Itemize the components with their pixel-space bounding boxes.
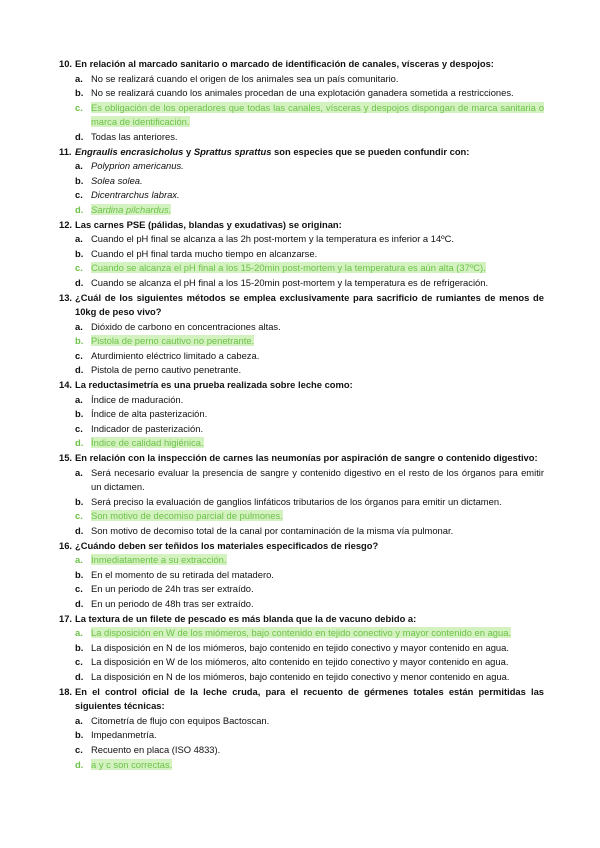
answer-text: Pistola de perno cautivo penetrante. (91, 364, 242, 376)
answer-option-a (75, 320, 544, 335)
correct-answer-text: Sardina pilchardus. (91, 203, 172, 215)
option-text (91, 393, 544, 408)
correct-answer-text: Son motivo de decomiso parcial de pulmones. (91, 510, 283, 522)
option-letter: b. (75, 729, 84, 741)
answer-option-a (75, 714, 544, 729)
answer-text: Índice de maduración. (91, 393, 184, 405)
option-text (91, 232, 544, 247)
answer-option-d (75, 130, 544, 145)
question-number: 12. (59, 218, 73, 230)
question-number: 14. (59, 379, 73, 391)
option-letter: a. (75, 627, 83, 639)
answer-option-b (75, 568, 544, 583)
answer-option-b (75, 86, 544, 101)
option-text (91, 276, 544, 291)
answer-text: En el momento de su retirada del matadero. (91, 568, 274, 580)
answer-option-b (75, 407, 544, 422)
option-text (91, 261, 544, 276)
answer-option-a (75, 159, 544, 174)
question-number: 17. (59, 612, 73, 624)
answer-option-a (75, 626, 544, 641)
option-text (91, 203, 544, 218)
answer-text: Recuento en placa (ISO 4833). (91, 743, 221, 755)
option-text (91, 159, 544, 174)
answer-text: Impedanmetría. (91, 729, 157, 741)
answer-option-c (75, 422, 544, 437)
question-number: 11. (59, 145, 72, 157)
question-number: 13. (59, 291, 73, 303)
option-text (91, 334, 544, 349)
option-text (91, 582, 544, 597)
answer-text: Son motivo de decomiso total de la canal por contaminación de la misma vía pulmonar. (91, 525, 454, 536)
answer-text: Dióxido de carbono en concentraciones altas. (91, 320, 281, 332)
option-letter: d. (75, 597, 84, 609)
option-letter: d. (75, 203, 84, 215)
question-text-part: La textura de un filete de pescado es más blanda que la de vacuno debido a: (75, 612, 417, 624)
question-text (75, 685, 544, 714)
species-name: Engraulis encrasicholus (75, 145, 184, 157)
question-text-part: En relación al marcado sanitario o marcado de identificación de canales, vísceras y despojos: (75, 58, 494, 69)
answer-option-b (75, 495, 544, 510)
option-letter: b. (75, 568, 84, 580)
answer-text: Aturdimiento eléctrico limitado a cabeza. (91, 349, 260, 361)
option-letter: c. (75, 656, 83, 668)
question-number: 16. (59, 539, 73, 551)
option-text (91, 553, 544, 568)
answer-option-d (75, 670, 544, 685)
question-text (75, 291, 544, 320)
option-letter: a. (75, 554, 83, 566)
question-16 (59, 539, 544, 554)
option-letter: d. (75, 130, 84, 142)
option-text (91, 466, 544, 495)
answer-text: La disposición en W de los miómeros, alto contenido en tejido conectivo y mayor contenido en agua. (91, 656, 509, 668)
question-number: 18. (59, 685, 73, 697)
option-text (91, 349, 544, 364)
option-text (91, 728, 544, 743)
answer-option-d (75, 597, 544, 612)
correct-answer-text: a y c son correctas. (91, 758, 173, 770)
answer-text: Cuando el pH final se alcanza a las 2h post-mortem y la temperatura es inferior a 14ºC. (91, 233, 454, 245)
answer-option-b (75, 728, 544, 743)
option-letter: d. (75, 758, 84, 770)
answer-option-c (75, 582, 544, 597)
answer-text: En un periodo de 48h tras ser extraído. (91, 597, 254, 609)
answer-option-a (75, 232, 544, 247)
answer-option-b (75, 334, 544, 349)
option-text (91, 626, 544, 641)
question-11 (59, 145, 544, 160)
correct-answer-text: Es obligación de los operadores que todas las canales, vísceras y despojos dispongan de marca sanitaria o marca de identificación. (91, 101, 544, 128)
question-10 (59, 57, 544, 72)
answer-text: Todas las anteriores. (91, 130, 178, 142)
answer-text: Dicentrarchus labrax. (91, 189, 180, 201)
option-letter: b. (75, 408, 84, 420)
option-letter: d. (75, 525, 84, 536)
option-text (91, 72, 544, 87)
question-text-part: La reductasimetría es una prueba realizada sobre leche como: (75, 379, 353, 391)
option-letter: c. (75, 583, 83, 595)
question-text-part: ¿Cuál de los siguientes métodos se emplea exclusivamente para sacrificio de rumiantes de menos de 10kg de peso vivo? (75, 291, 544, 318)
option-text (91, 188, 544, 203)
answer-text: Cuando se alcanza el pH final a los 15-20min post-mortem y la temperatura es de refrigeración. (91, 276, 489, 288)
option-letter: a. (75, 320, 83, 332)
option-text (91, 495, 544, 510)
correct-answer-text: Índice de calidad higiénica. (91, 437, 204, 449)
answer-option-c (75, 261, 544, 276)
option-letter: a. (75, 714, 83, 726)
option-letter: d. (75, 670, 84, 682)
answer-option-b (75, 174, 544, 189)
answer-text: En un periodo de 24h tras ser extraído. (91, 583, 254, 595)
option-letter: c. (75, 743, 83, 755)
answer-text: Indicador de pasterización. (91, 422, 204, 434)
option-text (91, 655, 544, 670)
answer-option-d (75, 436, 544, 451)
correct-answer-text: La disposición en W de los miómeros, bajo contenido en tejido conectivo y mayor contenido en agua. (91, 627, 512, 639)
option-text (91, 130, 544, 145)
option-letter: b. (75, 495, 84, 507)
option-letter: b. (75, 247, 84, 259)
option-text (91, 86, 544, 101)
option-letter: b. (75, 174, 84, 186)
option-letter: c. (75, 510, 83, 522)
option-letter: d. (75, 364, 84, 376)
option-text (91, 524, 544, 539)
question-text-part: y (183, 145, 194, 157)
answer-text: No se realizará cuando el origen de los animales sea un país comunitario. (91, 72, 399, 84)
answer-text: Cuando el pH final tarda mucho tiempo en alcanzarse. (91, 247, 318, 259)
answer-option-b (75, 247, 544, 262)
answer-text: Será preciso la evaluación de ganglios linfáticos tributarios de los órganos para emitir un dictamen. (91, 495, 502, 507)
answer-option-c (75, 743, 544, 758)
option-text (91, 363, 544, 378)
answer-option-b (75, 641, 544, 656)
question-text (75, 57, 544, 72)
option-letter: c. (75, 349, 83, 361)
answer-text: La disposición en N de los miómeros, bajo contenido en tejido conectivo y menor contenido en agua. (91, 670, 510, 682)
question-text-part: En el control oficial de la leche cruda, para el recuento de gérmenes totales están permitidas las siguientes técnicas: (75, 685, 544, 712)
option-text (91, 743, 544, 758)
option-letter: b. (75, 641, 84, 653)
answer-text: Será necesario evaluar la presencia de sangre y contenido digestivo en el resto de los órganos para emitir un dictamen. (91, 466, 544, 493)
correct-answer-text: Pistola de perno cautivo no penetrante. (91, 335, 255, 347)
answer-option-a (75, 466, 544, 495)
answer-option-a (75, 393, 544, 408)
question-text (75, 145, 544, 160)
question-number: 10. (59, 58, 73, 69)
option-letter: b. (75, 87, 84, 99)
correct-answer-text: Cuando se alcanza el pH final a los 15-20min post-mortem y la temperatura es aún alta (37ºC). (91, 262, 486, 274)
question-text (75, 612, 544, 627)
answer-option-d (75, 524, 544, 539)
question-17 (59, 612, 544, 627)
option-text (91, 670, 544, 685)
option-text (91, 568, 544, 583)
option-text (91, 407, 544, 422)
answer-text: Solea solea. (91, 174, 143, 186)
question-12 (59, 218, 544, 233)
option-text (91, 597, 544, 612)
option-letter: c. (75, 262, 83, 274)
question-text-part: ¿Cuándo deben ser teñidos los materiales especificados de riesgo? (75, 539, 379, 551)
option-letter: c. (75, 189, 83, 201)
answer-option-c (75, 188, 544, 203)
option-letter: d. (75, 437, 84, 449)
option-letter: d. (75, 276, 84, 288)
answer-option-c (75, 655, 544, 670)
answer-text: Citometría de flujo con equipos Bactoscan. (91, 714, 270, 726)
answer-text: No se realizará cuando los animales procedan de una explotación ganadera sometida a restricciones. (91, 87, 514, 99)
question-15 (59, 451, 544, 466)
option-text (91, 422, 544, 437)
answer-option-d (75, 758, 544, 773)
answer-text: Índice de alta pasterización. (91, 408, 208, 420)
question-text-part: En relación con la inspección de carnes las neumonías por aspiración de sangre o contenido digestivo: (75, 452, 538, 464)
option-text (91, 436, 544, 451)
option-letter: a. (75, 233, 83, 245)
answer-text: La disposición en N de los miómeros, bajo contenido en tejido conectivo y mayor contenido en agua. (91, 641, 509, 653)
option-text (91, 714, 544, 729)
answer-option-a (75, 553, 544, 568)
option-letter: c. (75, 101, 83, 113)
answer-option-c (75, 349, 544, 364)
question-14 (59, 378, 544, 393)
species-name: Sprattus sprattus (193, 145, 272, 157)
option-text (91, 320, 544, 335)
option-letter: a. (75, 160, 83, 172)
question-13 (59, 291, 544, 320)
answer-option-c (75, 101, 544, 130)
answer-text: Polyprion americanus. (91, 160, 184, 172)
option-text (91, 509, 544, 524)
answer-option-a (75, 72, 544, 87)
question-text (75, 539, 544, 554)
option-letter: c. (75, 422, 83, 434)
option-letter: a. (75, 393, 83, 405)
option-text (91, 641, 544, 656)
question-number: 15. (59, 452, 73, 464)
question-text-part: son especies que se pueden confundir con: (271, 145, 470, 157)
question-text-part: Las carnes PSE (pálidas, blandas y exudativas) se originan: (75, 218, 342, 230)
answer-option-d (75, 363, 544, 378)
option-text (91, 174, 544, 189)
correct-answer-text: Inmediatamente a su extracción. (91, 554, 227, 566)
answer-option-d (75, 203, 544, 218)
question-text (75, 378, 544, 393)
option-text (91, 758, 544, 773)
option-text (91, 247, 544, 262)
option-text (91, 101, 544, 130)
option-letter: a. (75, 72, 83, 84)
question-text (75, 218, 544, 233)
option-letter: b. (75, 335, 84, 347)
answer-option-d (75, 276, 544, 291)
option-letter: a. (75, 466, 83, 478)
answer-option-c (75, 509, 544, 524)
question-18 (59, 685, 544, 714)
question-text (75, 451, 544, 466)
